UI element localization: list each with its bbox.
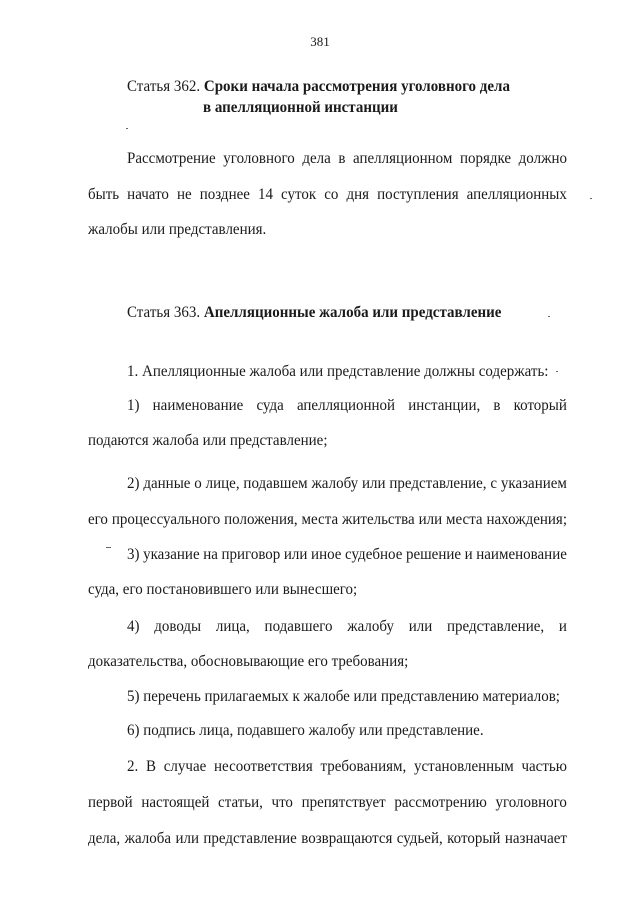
scan-speck: [590, 198, 592, 199]
item-2-line1: [127, 474, 567, 493]
word: который: [447, 830, 501, 848]
word: лице,: [205, 475, 240, 493]
scan-speck: [106, 547, 111, 548]
article-362-body-line1: [127, 149, 567, 168]
word: 14: [257, 186, 273, 204]
word: возвращаются: [301, 830, 393, 848]
word: жалобу: [347, 618, 394, 636]
word: данные: [143, 475, 191, 493]
item-4-line2: доказательства, обосновывающие его требования;: [88, 653, 409, 671]
word: дела,: [88, 830, 121, 848]
word: поступления: [377, 186, 459, 204]
word: наименование: [476, 546, 567, 564]
word: иное: [311, 546, 342, 564]
word: наименование: [152, 397, 244, 415]
word: суда: [256, 397, 284, 415]
paragraph-2-line3: [88, 829, 567, 848]
word: должно: [518, 150, 567, 168]
word: настоящей: [141, 794, 210, 812]
scan-speck: [548, 316, 550, 317]
word: места: [301, 511, 339, 529]
word: указанием: [500, 475, 567, 493]
word: дня: [346, 186, 369, 204]
word: со: [324, 186, 339, 204]
word: порядке: [459, 150, 512, 168]
scan-speck: [556, 371, 558, 372]
item-1-line1: [127, 396, 567, 415]
word: В: [146, 758, 157, 776]
word: с: [490, 475, 498, 493]
word: назначает: [504, 830, 567, 848]
word: суток: [281, 186, 317, 204]
item-6: 6) подпись лица, подавшего жалобу или представление.: [127, 722, 484, 740]
word: препятствует: [301, 794, 386, 812]
word: уголовного: [495, 794, 567, 812]
word: судьей,: [396, 830, 443, 848]
item-5: 5) перечень прилагаемых к жалобе или представлению материалов;: [127, 688, 560, 706]
word: который: [513, 397, 567, 415]
article-362-prefix: Статья 362.: [127, 78, 201, 96]
paragraph-2-line2: [88, 793, 567, 812]
word: апелляционном: [353, 150, 453, 168]
article-363-prefix: Статья 363.: [127, 304, 201, 322]
word: или: [175, 830, 199, 848]
word: 1): [127, 397, 140, 415]
word: в: [493, 397, 501, 415]
word: уголовного: [223, 150, 295, 168]
word: не: [177, 186, 192, 204]
word: начато: [127, 186, 169, 204]
article-363-paragraph-1: 1. Апелляционные жалоба или представление должны содержать:: [127, 363, 549, 381]
item-2-line2: [88, 510, 567, 529]
word: процессуального: [111, 511, 221, 529]
word: позднее: [199, 186, 250, 204]
page-number: 381: [310, 34, 330, 49]
article-363-title: Апелляционные жалоба или представление: [203, 304, 502, 322]
word: или: [408, 618, 433, 636]
word: требованиям,: [320, 758, 407, 776]
word: на: [203, 546, 218, 564]
word: статьи,: [218, 794, 263, 812]
word: апелляционной: [296, 397, 396, 415]
word: Рассмотрение: [127, 150, 216, 168]
word: подавшем: [243, 475, 308, 493]
word: судебное: [345, 546, 403, 564]
word: 2): [127, 475, 140, 493]
item-3-line1: [127, 545, 567, 564]
word: положения,: [224, 511, 298, 529]
word: нахождения;: [486, 511, 567, 529]
word: или: [418, 511, 443, 529]
word: жительства: [342, 511, 415, 529]
word: в: [338, 150, 346, 168]
word: установленным: [414, 758, 514, 776]
word: указание: [143, 546, 200, 564]
word: доводы: [154, 618, 202, 636]
item-4-line1: [127, 617, 567, 636]
item-3-line2: суда, его постановившего или вынесшего;: [88, 581, 358, 599]
word: жалоба: [124, 830, 172, 848]
word: места: [446, 511, 483, 529]
word: представление: [203, 830, 297, 848]
word: представление,: [389, 475, 487, 493]
word: 3): [127, 546, 140, 564]
article-362-body-line2: [88, 185, 567, 204]
word: и: [464, 546, 473, 564]
word: рассмотрению: [394, 794, 487, 812]
paragraph-2-line1: [127, 757, 567, 776]
article-362-title: Сроки начала рассмотрения уголовного дела: [203, 78, 510, 96]
word: и: [558, 618, 567, 636]
word: несоответствия: [214, 758, 313, 776]
word: или: [283, 546, 308, 564]
word: случае: [163, 758, 207, 776]
word: 4): [127, 618, 140, 636]
word: первой: [88, 794, 133, 812]
word: что: [271, 794, 293, 812]
word: дела: [302, 150, 331, 168]
word: или: [361, 475, 386, 493]
article-362-title-line2: в апелляционной инстанции: [203, 99, 398, 117]
word: апелляционных: [466, 186, 567, 204]
word: инстанции,: [408, 397, 481, 415]
article-362-body-line3: жалобы или представления.: [88, 221, 267, 239]
word: приговор: [221, 546, 281, 564]
word: быть: [88, 186, 120, 204]
word: представление,: [446, 618, 545, 636]
word: его: [88, 511, 108, 529]
article-363-heading: [127, 303, 501, 322]
scan-speck: [126, 128, 128, 129]
item-1-line2: подаются жалоба или представление;: [88, 432, 328, 450]
word: жалобу: [311, 475, 359, 493]
word: о: [194, 475, 202, 493]
word: решение: [405, 546, 462, 564]
word: 2.: [127, 758, 139, 776]
article-362-heading: [127, 77, 510, 96]
word: лица,: [215, 618, 250, 636]
word: частью: [521, 758, 567, 776]
word: подавшего: [264, 618, 333, 636]
